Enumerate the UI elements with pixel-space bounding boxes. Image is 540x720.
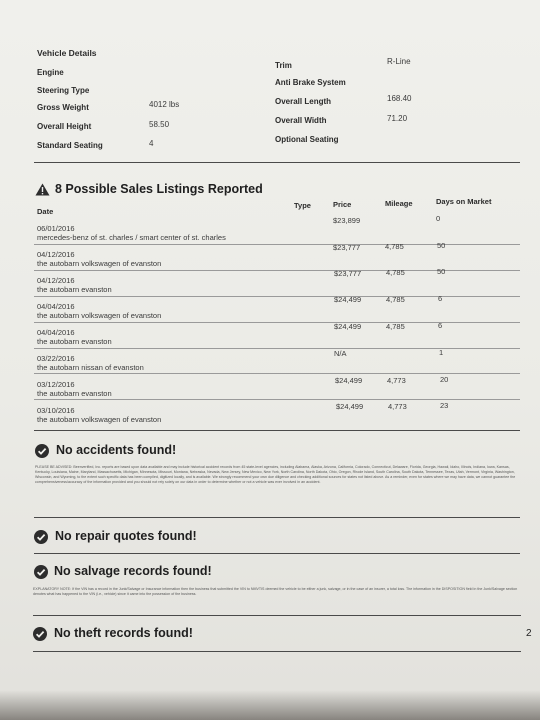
row-dealer: the autobarn evanston: [37, 285, 112, 294]
overall-length-value: 168.40: [387, 94, 412, 103]
col-date: Date: [37, 207, 54, 216]
sales-listings-title: 8 Possible Sales Listings Reported: [55, 182, 263, 196]
overall-width-value: 71.20: [387, 114, 408, 123]
overall-height-label: Overall Height: [37, 122, 92, 131]
salvage-note: EXPLANATORY NOTE: If the VIN has a record in the Junk/Salvage or Insurance information then the business that submitted the VIN to NMVTIS deemed the vehicle to be either a junk, salvage, or in the case of an insurer, a total loss. The information in the DISPOSITION field in the Junk/Salvage section denotes what has happened to the VIN (i.e., vehicle) since it came into the possession of the business.: [33, 587, 518, 596]
no-repair-quotes-title: No repair quotes found!: [55, 529, 197, 543]
overall-height-value: 58.50: [149, 120, 170, 129]
row-divider: [34, 244, 520, 245]
trim-value: R-Line: [387, 57, 411, 66]
row-days: 0: [436, 214, 441, 223]
page-number: 2: [526, 628, 532, 639]
row-days: 6: [438, 294, 443, 303]
row-dealer: the autobarn evanston: [37, 337, 112, 346]
check-circle-icon: [35, 444, 49, 458]
row-mileage: 4,785: [386, 295, 405, 304]
row-price: $24,499: [335, 376, 363, 385]
divider: [33, 651, 521, 652]
row-days: 1: [439, 348, 444, 357]
divider: [34, 517, 520, 518]
photo-shadow: [0, 690, 540, 720]
anti-brake-label: Anti Brake System: [275, 78, 346, 87]
no-accidents-title: No accidents found!: [56, 443, 177, 457]
row-divider: [34, 296, 520, 297]
check-circle-icon: [33, 627, 47, 641]
vehicle-details-title: Vehicle Details: [37, 48, 97, 58]
row-date: 04/04/2016: [37, 328, 75, 337]
check-circle-icon: [34, 530, 48, 544]
standard-seating-label: Standard Seating: [37, 141, 103, 150]
row-divider: [34, 322, 520, 323]
overall-length-label: Overall Length: [275, 97, 332, 106]
row-divider: [34, 270, 520, 271]
row-date: 04/04/2016: [37, 302, 75, 311]
col-type: Type: [294, 201, 311, 210]
row-price: $23,777: [334, 269, 362, 278]
warning-triangle-icon: [35, 183, 50, 196]
accidents-disclaimer: PLEASE BE ADVISED: Beenverified, Inc. reports are based upon data available and may include historical accident records from 45 state-level agencies, including Alabama, Alaska, Arizona, California, Colorado, Connecticut, Delaware, Florida, Georgia, Hawaii, Idaho, Illinois, Indiana, Iowa, Kansas, Kentucky, Louisiana, Maine, Maryland, Massachusetts, Michigan, Minnesota, Missouri, Montana, Nebraska, Nevada, New Jersey, New Mexico, New York, North Carolina, North Dakota, Ohio, Oregon, Rhode Island, South Carolina, South Dakota, Tennessee, Texas, Utah, Vermont, Virginia, Washington, Wisconsin, and Wyoming, to the extent such specific data has been compiled, digitized locally, and is available. We strongly recommend your own due diligence and checking additional sources for states not listed above. As a reminder, even for states where we may have data, we cannot guarantee the comprehensiveness/accuracy of the information provided and you should not rely solely on our data in order to determine whether or not a vehicle was ever involved in an accident.: [35, 465, 516, 484]
row-date: 03/10/2016: [37, 406, 75, 415]
trim-label: Trim: [275, 61, 292, 70]
row-price: $24,499: [334, 322, 362, 331]
optional-seating-label: Optional Seating: [275, 135, 339, 144]
gross-weight-label: Gross Weight: [37, 103, 89, 112]
row-days: 50: [437, 267, 446, 276]
row-mileage: 4,785: [386, 322, 405, 331]
row-date: 04/12/2016: [37, 276, 75, 285]
row-price: N/A: [334, 349, 347, 358]
check-circle-icon: [34, 565, 48, 579]
row-divider: [34, 399, 520, 400]
row-price: $24,499: [336, 402, 364, 411]
row-dealer: the autobarn volkswagen of evanston: [37, 415, 162, 424]
standard-seating-value: 4: [149, 139, 154, 148]
divider: [34, 162, 520, 163]
divider: [34, 430, 520, 431]
no-theft-records-title: No theft records found!: [54, 626, 193, 640]
row-mileage: 4,773: [388, 402, 407, 411]
row-days: 50: [437, 241, 446, 250]
row-mileage: 4,785: [386, 268, 405, 277]
col-price: Price: [333, 200, 352, 209]
row-divider: [34, 348, 520, 349]
row-date: 04/12/2016: [37, 250, 75, 259]
engine-label: Engine: [37, 68, 64, 77]
col-days-on-market: Days on Market: [436, 197, 492, 206]
row-dealer: mercedes-benz of st. charles / smart center of st. charles: [37, 233, 226, 242]
row-dealer: the autobarn volkswagen of evanston: [37, 311, 162, 320]
no-salvage-records-title: No salvage records found!: [54, 564, 212, 578]
row-dealer: the autobarn evanston: [37, 389, 112, 398]
row-date: 03/22/2016: [37, 354, 75, 363]
row-dealer: the autobarn nissan of evanston: [37, 363, 144, 372]
row-date: 06/01/2016: [37, 224, 75, 233]
divider: [34, 553, 520, 554]
row-days: 6: [438, 321, 443, 330]
row-price: $24,499: [334, 295, 362, 304]
steering-type-label: Steering Type: [37, 86, 90, 95]
overall-width-label: Overall Width: [275, 116, 327, 125]
row-price: $23,777: [333, 243, 361, 252]
row-days: 23: [440, 401, 449, 410]
divider: [33, 615, 521, 616]
row-mileage: 4,785: [385, 242, 404, 251]
row-divider: [34, 373, 520, 374]
gross-weight-value: 4012 lbs: [149, 100, 180, 109]
row-dealer: the autobarn volkswagen of evanston: [37, 259, 162, 268]
row-mileage: 4,773: [387, 376, 406, 385]
row-date: 03/12/2016: [37, 380, 75, 389]
row-days: 20: [440, 375, 449, 384]
col-mileage: Mileage: [385, 199, 413, 208]
row-price: $23,899: [333, 216, 361, 225]
